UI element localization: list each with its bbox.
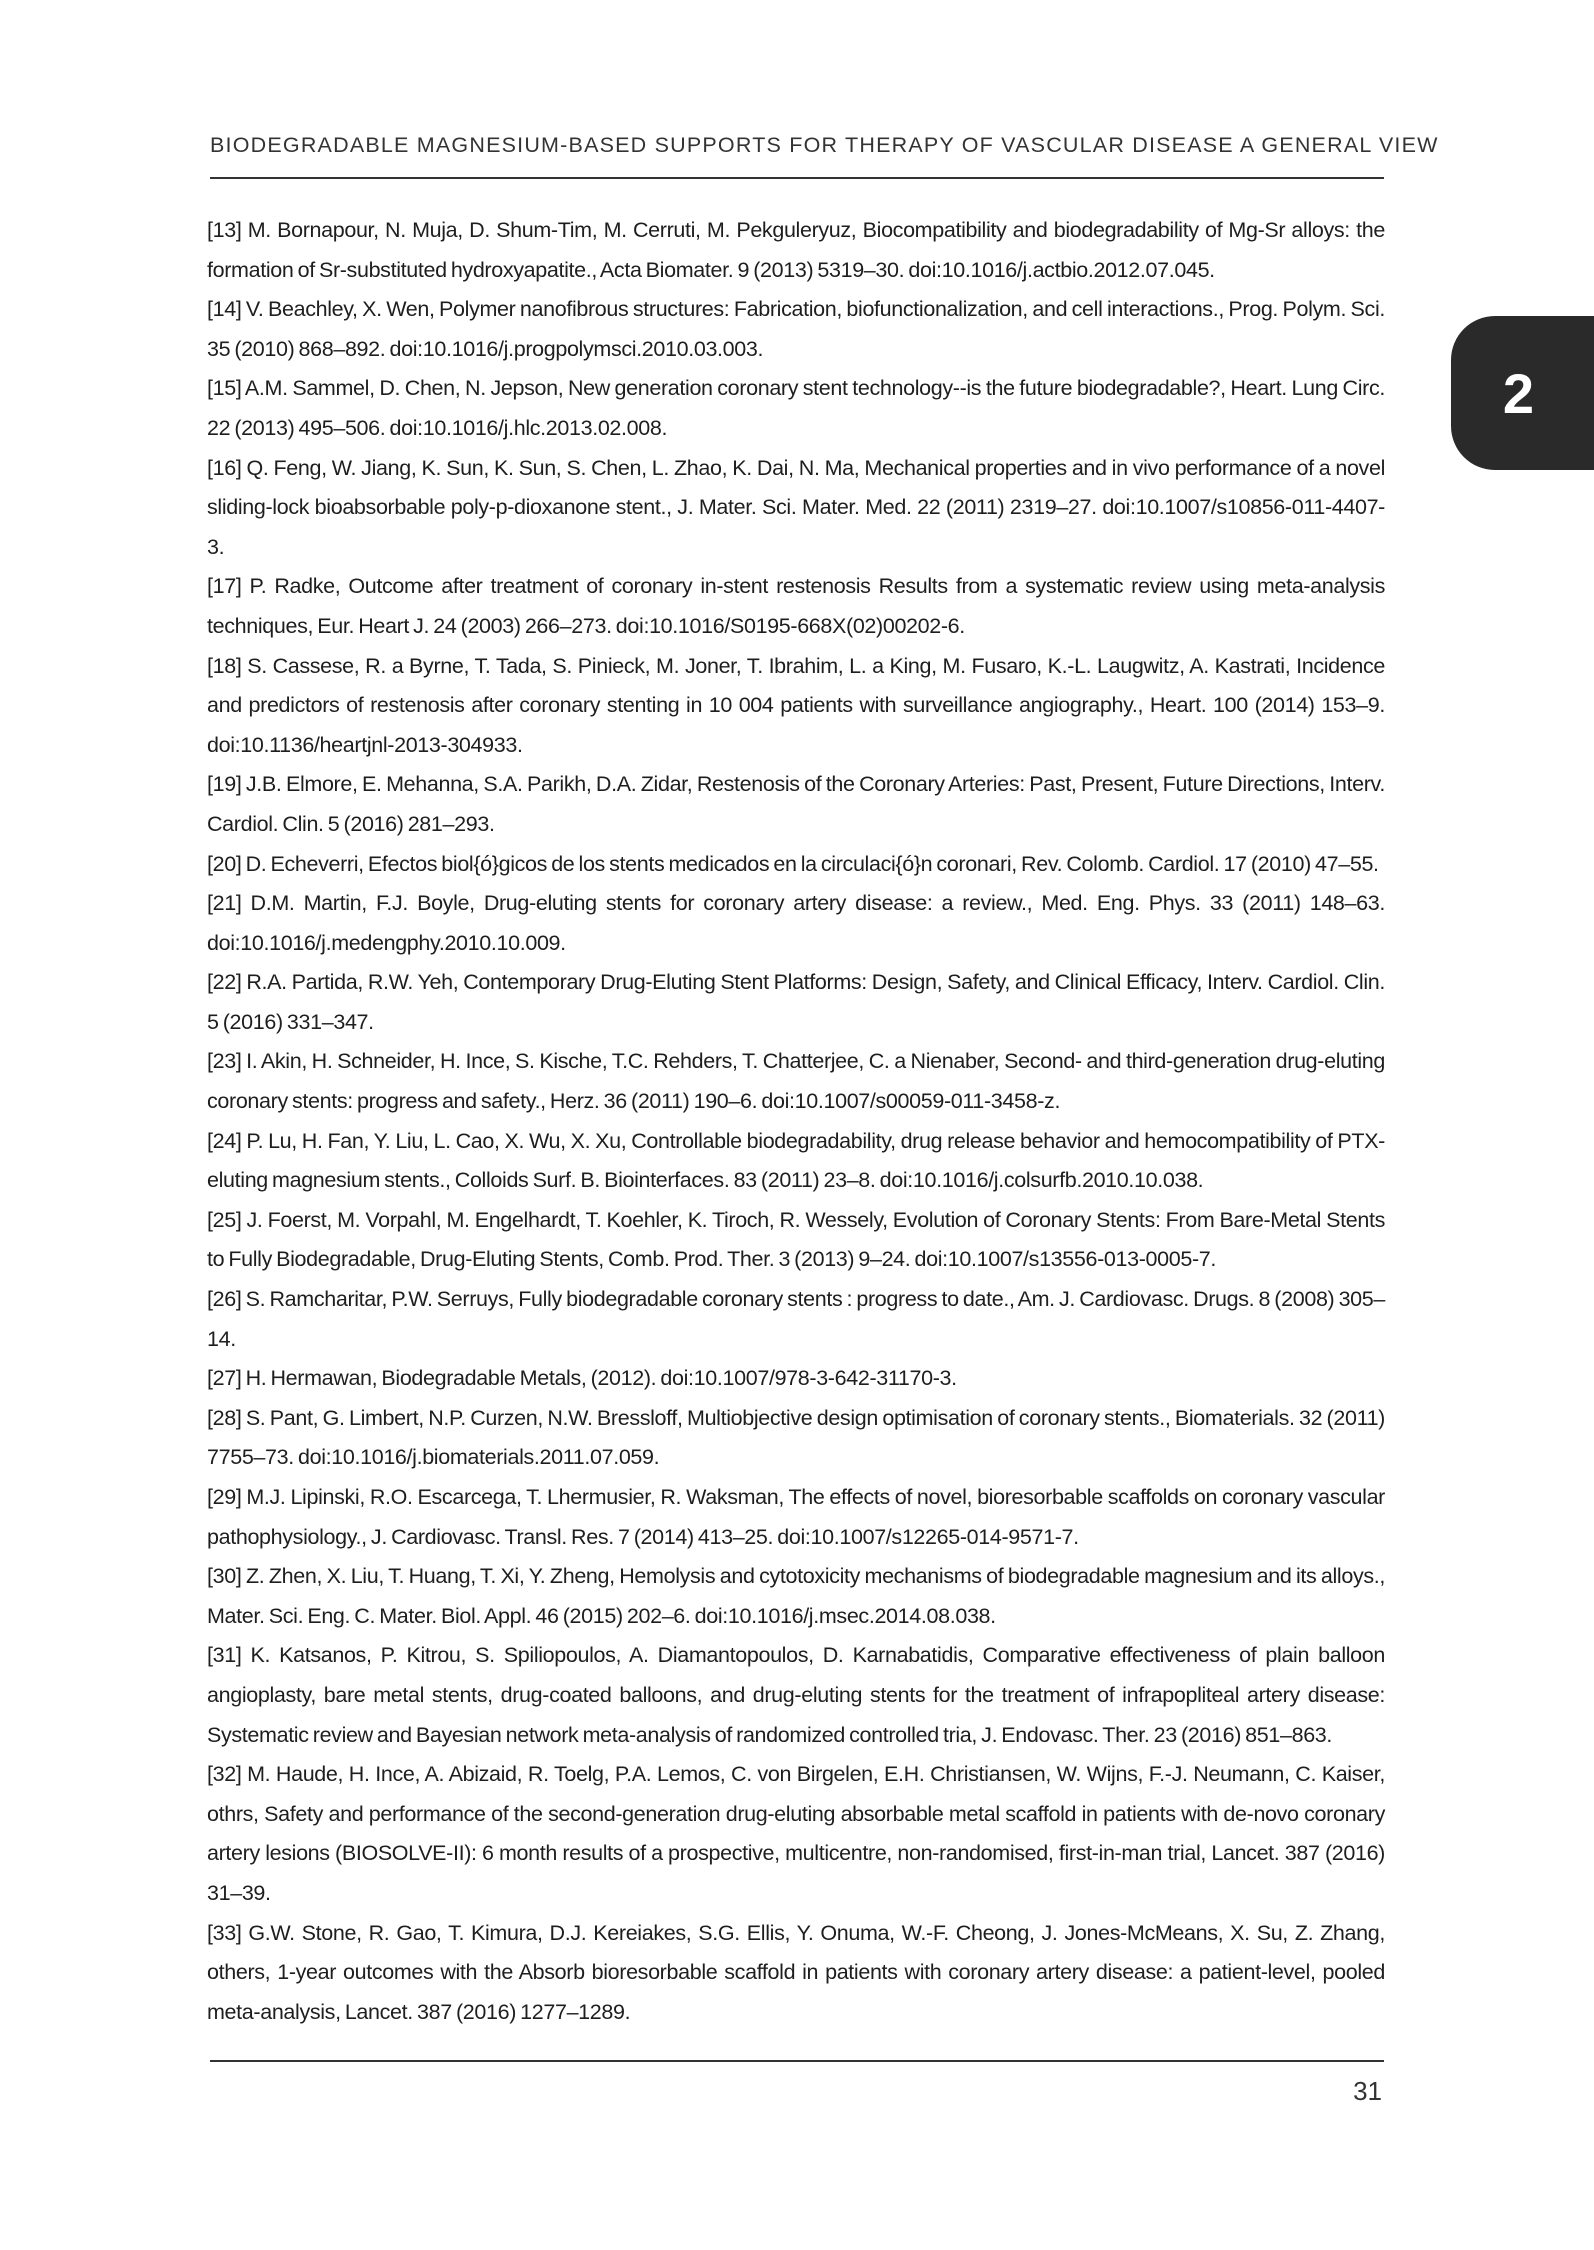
reference-item: [20] D. Echeverri, Efectos biol{ó}gicos de los stents medicados en la circulaci{ó}n coronari, Rev. Colomb. Cardiol. 17 (2010) 47–55. — [207, 851, 1379, 876]
reference-item: [21] D.M. Martin, F.J. Boyle, Drug-eluting stents for coronary artery disease: a review., Med. Eng. Phys. 33 (2011) 148–63. doi:10.1016/j.medengphy.2010.10.009. — [207, 891, 1385, 955]
chapter-number: 2 — [1502, 361, 1535, 425]
running-header: BIODEGRADABLE MAGNESIUM-BASED SUPPORTS FOR THERAPY OF VASCULAR DISEASE A GENERAL VIEW — [210, 133, 1439, 157]
reference-item: [18] S. Cassese, R. a Byrne, T. Tada, S. Pinieck, M. Joner, T. Ibrahim, L. a King, M. Fusaro, K.-L. Laugwitz, A. Kastrati, Incidence and predictors of restenosis after coronary stenting in 10 004 patients with surveillance angiography., Heart. 100 (2014) 153–9. doi:10.1136/heartjnl-2013-304933. — [207, 653, 1385, 757]
reference-item: [31] K. Katsanos, P. Kitrou, S. Spiliopoulos, A. Diamantopoulos, D. Karnabatidis, Comparative effectiveness of plain balloon angioplasty, bare metal stents, drug-coated balloons, and drug-eluting stents for the treatment of infrapopliteal artery disease: Systematic review and Bayesian network meta-analysis of randomized controlled tria, J. Endovasc. Ther. 23 (2016) 851–863. — [207, 1643, 1385, 1747]
reference-item: [19] J.B. Elmore, E. Mehanna, S.A. Parikh, D.A. Zidar, Restenosis of the Coronary Arteries: Past, Present, Future Directions, Interv. Cardiol. Clin. 5 (2016) 281–293. — [207, 772, 1385, 836]
reference-item: [17] P. Radke, Outcome after treatment of coronary in-stent restenosis Results from a systematic review using meta-analysis techniques, Eur. Heart J. 24 (2003) 266–273. doi:10.1016/S0195-668X(02)00202-6. — [207, 574, 1385, 638]
footer-rule — [210, 2060, 1384, 2062]
reference-item: [22] R.A. Partida, R.W. Yeh, Contemporary Drug-Eluting Stent Platforms: Design, Safety, and Clinical Efficacy, Interv. Cardiol. Clin. 5 (2016) 331–347. — [207, 970, 1385, 1034]
reference-item: [27] H. Hermawan, Biodegradable Metals, (2012). doi:10.1007/978-3-642-31170-3. — [207, 1366, 957, 1391]
reference-item: [32] M. Haude, H. Ince, A. Abizaid, R. Toelg, P.A. Lemos, C. von Birgelen, E.H. Christiansen, W. Wijns, F.-J. Neumann, C. Kaiser, othrs, Safety and performance of the second-generation drug-eluting absorbable metal scaffold in patients with de-novo coronary artery lesions (BIOSOLVE-II): 6 month results of a prospective, multicentre, non-randomised, first-in-man trial, Lancet. 387 (2016) 31–39. — [207, 1762, 1385, 1905]
reference-item: [15] A.M. Sammel, D. Chen, N. Jepson, New generation coronary stent technology--is the future biodegradable?, Heart. Lung Circ. 22 (2013) 495–506. doi:10.1016/j.hlc.2013.02.008. — [207, 376, 1385, 440]
header-rule — [210, 177, 1384, 179]
reference-item: [24] P. Lu, H. Fan, Y. Liu, L. Cao, X. Wu, X. Xu, Controllable biodegradability, drug release behavior and hemocompatibility of PTX-eluting magnesium stents., Colloids Surf. B. Biointerfaces. 83 (2011) 23–8. doi:10.1016/j.colsurfb.2010.10.038. — [207, 1128, 1385, 1193]
reference-item: [28] S. Pant, G. Limbert, N.P. Curzen, N.W. Bressloff, Multiobjective design optimisation of coronary stents., Biomaterials. 32 (2011) 7755–73. doi:10.1016/j.biomaterials.2011.07.059. — [207, 1405, 1385, 1470]
reference-item: [26] S. Ramcharitar, P.W. Serruys, Fully biodegradable coronary stents : progress to date., Am. J. Cardiovasc. Drugs. 8 (2008) 305–14. — [207, 1287, 1385, 1351]
reference-list — [207, 211, 1385, 2032]
reference-item: [30] Z. Zhen, X. Liu, T. Huang, T. Xi, Y. Zheng, Hemolysis and cytotoxicity mechanisms of biodegradable magnesium and its alloys., Mater. Sci. Eng. C. Mater. Biol. Appl. 46 (2015) 202–6. doi:10.1016/j.msec.2014.08.038. — [207, 1564, 1385, 1628]
reference-item: [16] Q. Feng, W. Jiang, K. Sun, K. Sun, S. Chen, L. Zhao, K. Dai, N. Ma, Mechanical properties and in vivo performance of a novel sliding-lock bioabsorbable poly-p-dioxanone stent., J. Mater. Sci. Mater. Med. 22 (2011) 2319–27. doi:10.1007/s10856-011-4407-3. — [207, 455, 1385, 559]
reference-item: [29] M.J. Lipinski, R.O. Escarcega, T. Lhermusier, R. Waksman, The effects of novel, bioresorbable scaffolds on coronary vascular pathophysiology., J. Cardiovasc. Transl. Res. 7 (2014) 413–25. doi:10.1007/s12265-014-9571-7. — [207, 1485, 1385, 1549]
reference-item: [33] G.W. Stone, R. Gao, T. Kimura, D.J. Kereiakes, S.G. Ellis, Y. Onuma, W.-F. Cheong, J. Jones-McMeans, X. Su, Z. Zhang, others, 1-year outcomes with the Absorb bioresorbable scaffold in patients with coronary artery disease: a patient-level, pooled meta-analysis, Lancet. 387 (2016) 1277–1289. — [207, 1920, 1385, 2024]
chapter-tab — [1451, 316, 1594, 470]
reference-item: [13] M. Bornapour, N. Muja, D. Shum-Tim, M. Cerruti, M. Pekguleryuz, Biocompatibility and biodegradability of Mg-Sr alloys: the formation of Sr-substituted hydroxyapatite., Acta Biomater. 9 (2013) 5319–30. doi:10.1016/j.actbio.2012.07.045. — [207, 218, 1385, 282]
reference-item: [25] J. Foerst, M. Vorpahl, M. Engelhardt, T. Koehler, K. Tiroch, R. Wessely, Evolution of Coronary Stents: From Bare-Metal Stents to Fully Biodegradable, Drug-Eluting Stents, Comb. Prod. Ther. 3 (2013) 9–24. doi:10.1007/s13556-013-0005-7. — [207, 1207, 1385, 1272]
page-number: 31 — [1353, 2076, 1382, 2106]
reference-item: [23] I. Akin, H. Schneider, H. Ince, S. Kische, T.C. Rehders, T. Chatterjee, C. a Nienaber, Second- and third-generation drug-eluting coronary stents: progress and safety., Herz. 36 (2011) 190–6. doi:10.1007/s00059-011-3458-z. — [207, 1049, 1385, 1114]
reference-item: [14] V. Beachley, X. Wen, Polymer nanofibrous structures: Fabrication, biofunctionalization, and cell interactions., Prog. Polym. Sci. 35 (2010) 868–892. doi:10.1016/j.progpolymsci.2010.03.003. — [207, 297, 1385, 361]
